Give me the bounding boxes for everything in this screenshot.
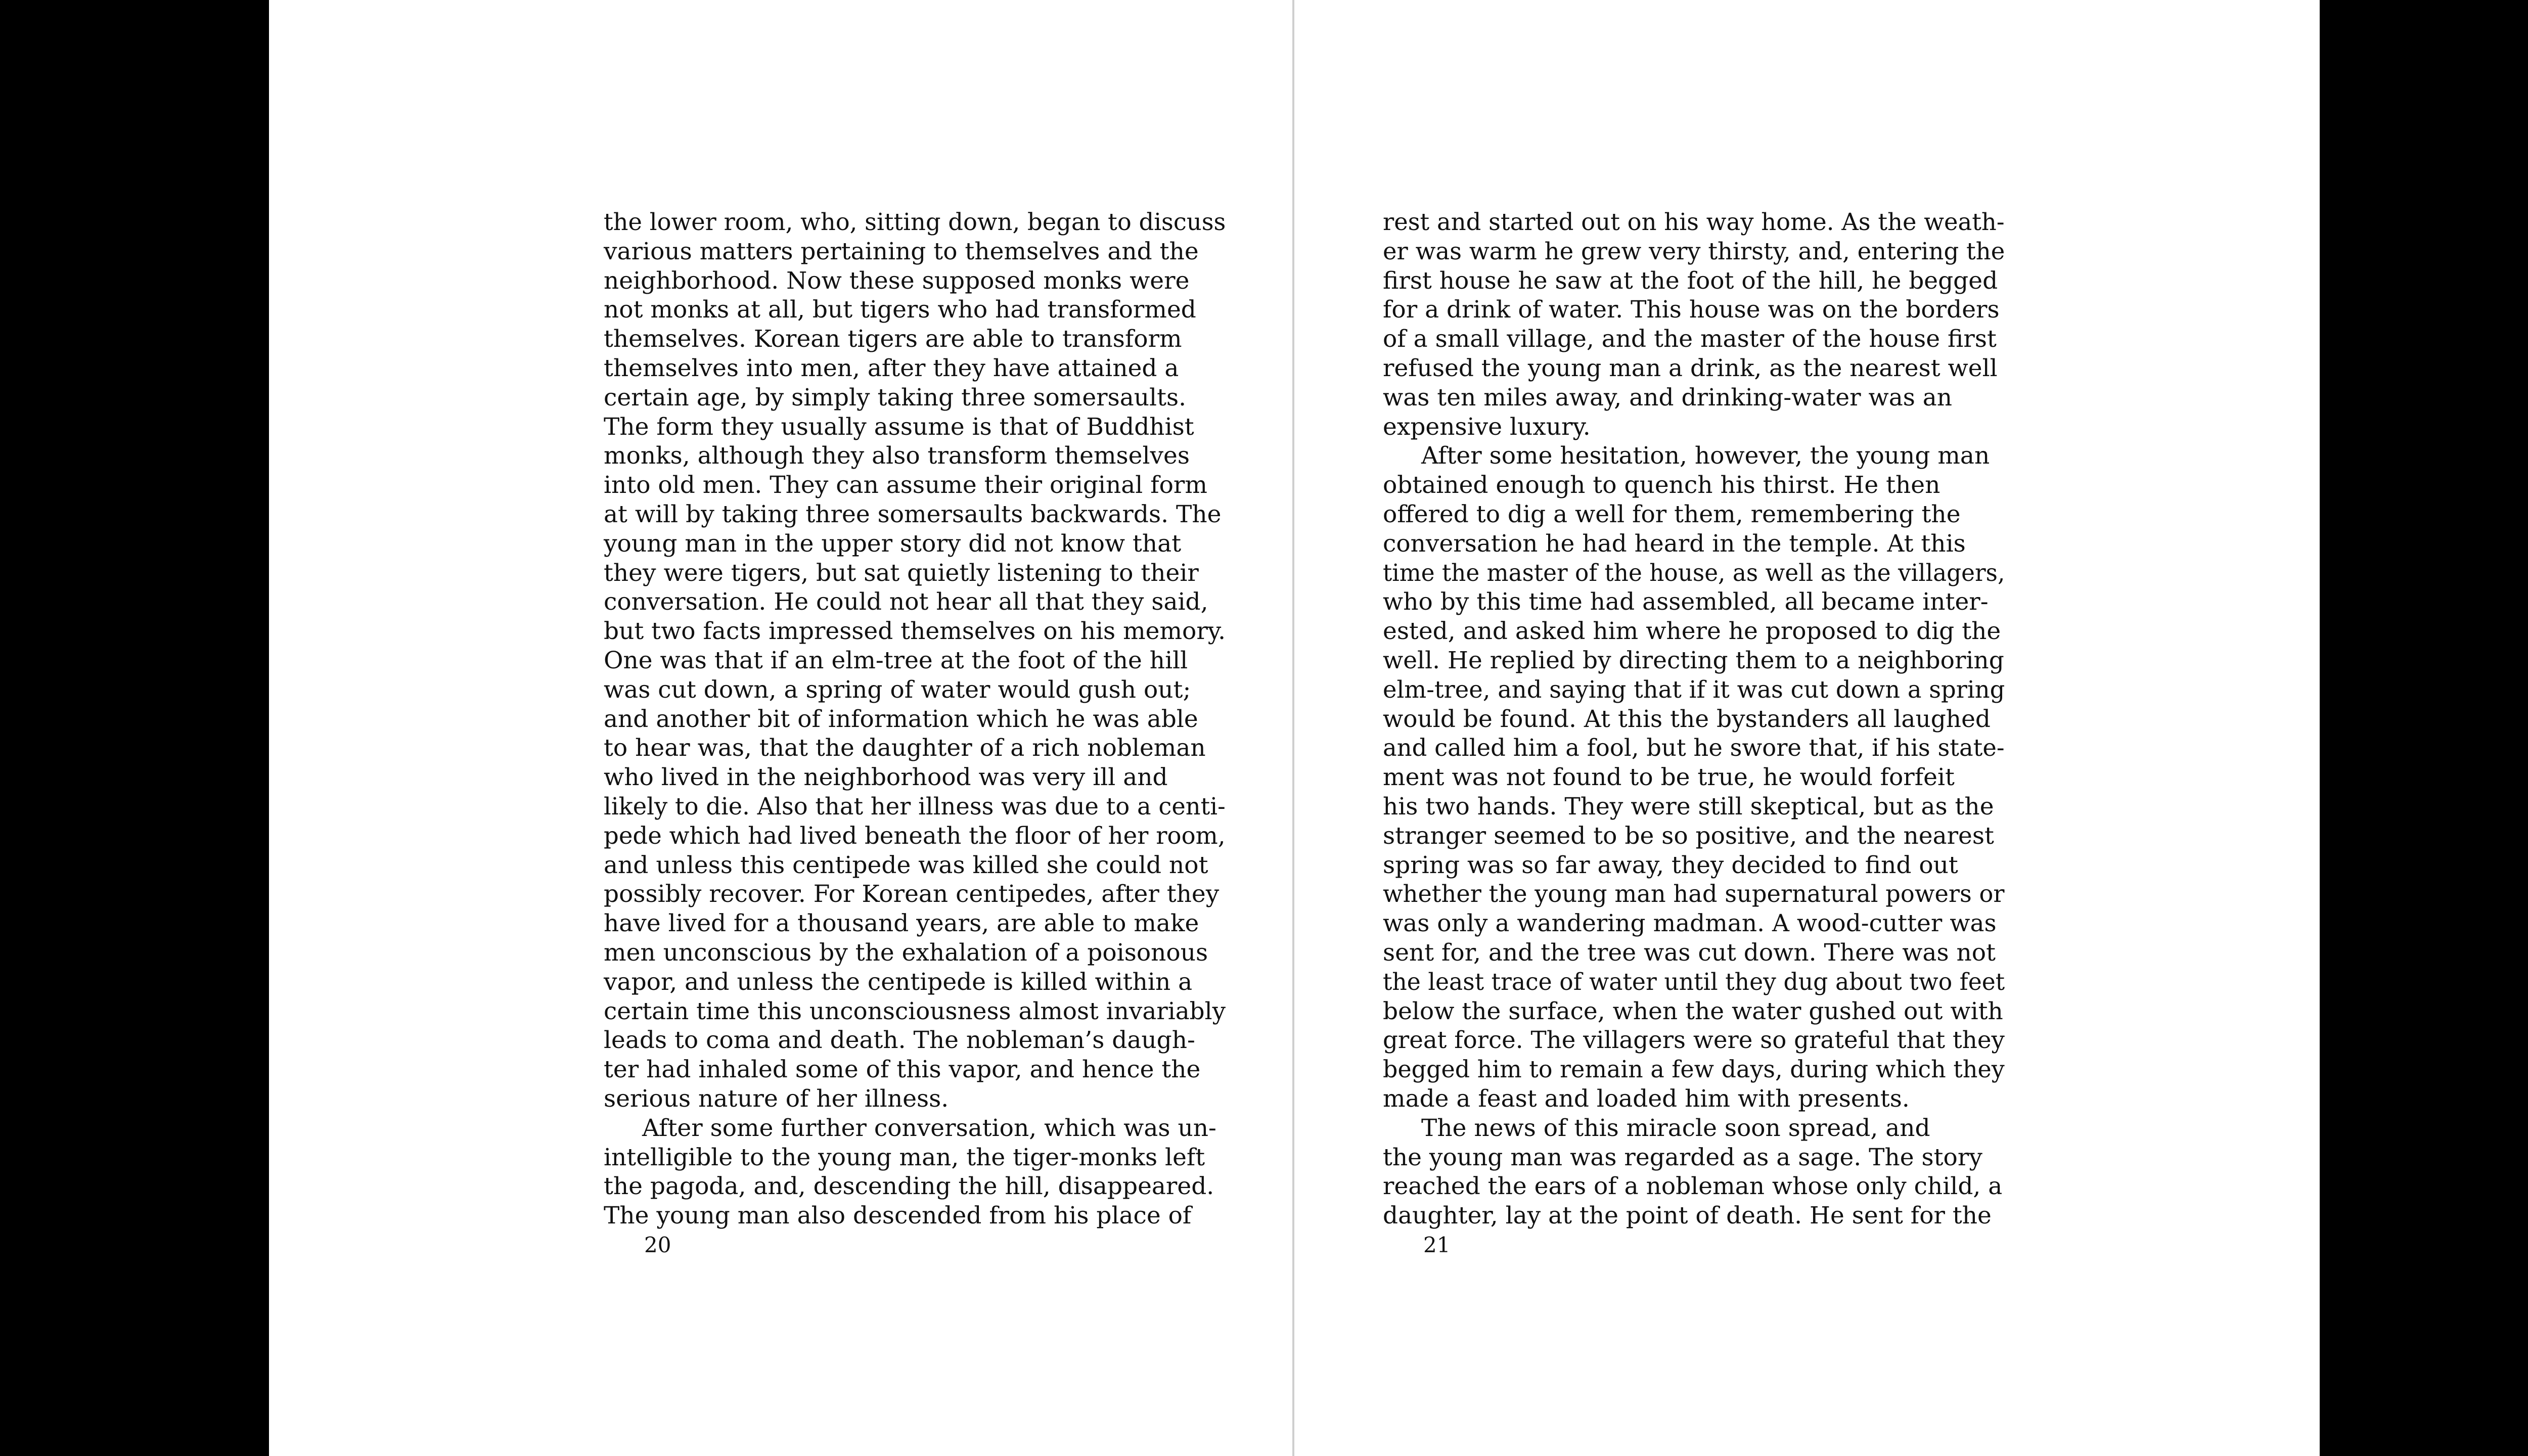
text-line: into old men. They can assume their original form [604, 471, 1207, 499]
right-page-text [1383, 208, 2005, 1231]
text-line: the young man was regarded as a sage. The story [1383, 1143, 1982, 1171]
text-line: er was warm he grew very thirsty, and, entering the [1383, 237, 2005, 265]
text-line: was ten miles away, and drinking-water was an [1383, 383, 1953, 412]
text-line: ment was not found to be true, he would forfeit [1383, 763, 1955, 792]
text-line: reached the ears of a nobleman whose only child, a [1383, 1172, 2003, 1201]
text-line: obtained enough to quench his thirst. He then [1383, 471, 1940, 499]
text-line: serious nature of her illness. [604, 1084, 949, 1113]
text-line: his two hands. They were still skeptical, but as the [1383, 792, 1994, 821]
text-line: the pagoda, and, descending the hill, disappeared. [604, 1172, 1214, 1201]
text-line: spring was so far away, they decided to find out [1383, 851, 1958, 879]
text-line: to hear was, that the daughter of a rich nobleman [604, 734, 1206, 762]
text-line: and called him a fool, but he swore that, if his state- [1383, 734, 2005, 762]
text-line: various matters pertaining to themselves and the [604, 237, 1199, 265]
text-line: was cut down, a spring of water would gush out; [604, 675, 1191, 704]
text-line: likely to die. Also that her illness was due to a centi- [604, 792, 1226, 821]
text-line: After some hesitation, however, the young man [1421, 442, 1990, 470]
text-line: time the master of the house, as well as the villagers, [1383, 559, 2005, 587]
text-line: the lower room, who, sitting down, began to discuss [604, 208, 1226, 236]
text-line: and another bit of information which he was able [604, 705, 1198, 733]
text-line: certain time this unconsciousness almost invariably [604, 997, 1226, 1025]
text-line: The form they usually assume is that of Buddhist [604, 413, 1194, 441]
text-line: have lived for a thousand years, are able to make [604, 909, 1199, 938]
left-page-text [604, 208, 1226, 1231]
text-line: who by this time had assembled, all became inter- [1383, 588, 1989, 616]
text-line: begged him to remain a few days, during which they [1383, 1056, 2005, 1084]
text-line: conversation he had heard in the temple. At this [1383, 529, 1966, 558]
text-line: elm-tree, and saying that if it was cut down a spring [1383, 675, 2005, 704]
text-line: leads to coma and death. The nobleman’s daugh- [604, 1026, 1195, 1055]
text-line: themselves into men, after they have attained a [604, 354, 1179, 382]
text-line: ter had inhaled some of this vapor, and hence the [604, 1056, 1201, 1084]
right-page [1294, 0, 2320, 1456]
text-line: who lived in the neighborhood was very ill and [604, 763, 1168, 792]
text-line: great force. The villagers were so grateful that they [1383, 1026, 2005, 1055]
text-line: ested, and asked him where he proposed to dig the [1383, 617, 2001, 646]
text-line: daughter, lay at the point of death. He sent for the [1383, 1202, 1992, 1230]
text-line: rest and started out on his way home. As the weath- [1383, 208, 2005, 236]
text-line: refused the young man a drink, as the nearest well [1383, 354, 1998, 382]
text-line: young man in the upper story did not know that [604, 529, 1182, 558]
text-line: first house he saw at the foot of the hill, he begged [1383, 266, 1998, 295]
text-line: at will by taking three somersaults backwards. The [604, 500, 1222, 528]
text-line: monks, although they also transform themselves [604, 442, 1190, 470]
text-line: of a small village, and the master of the house first [1383, 325, 1997, 353]
text-line: but two facts impressed themselves on his memory. [604, 617, 1226, 646]
text-line: neighborhood. Now these supposed monks were [604, 266, 1190, 295]
text-line: for a drink of water. This house was on the borders [1383, 296, 2000, 324]
text-line: not monks at all, but tigers who had transformed [604, 296, 1196, 324]
text-line: vapor, and unless the centipede is killed within a [604, 968, 1193, 996]
text-line: was only a wandering madman. A wood-cutter was [1383, 909, 1997, 938]
left-page-number: 20 [644, 1233, 671, 1257]
text-line: whether the young man had supernatural powers or [1383, 880, 2005, 908]
text-line: sent for, and the tree was cut down. There was not [1383, 938, 1996, 967]
text-line: and unless this centipede was killed she could not [604, 851, 1208, 879]
text-line: offered to dig a well for them, remembering the [1383, 500, 1961, 528]
text-line: men unconscious by the exhalation of a poisonous [604, 938, 1208, 967]
text-line: they were tigers, but sat quietly listening to their [604, 559, 1199, 587]
text-line: expensive luxury. [1383, 413, 1591, 441]
text-line: conversation. He could not hear all that they said, [604, 588, 1208, 616]
text-line: possibly recover. For Korean centipedes, after they [604, 880, 1220, 908]
text-line: themselves. Korean tigers are able to transform [604, 325, 1182, 353]
text-line: stranger seemed to be so positive, and the nearest [1383, 822, 1994, 850]
text-line: One was that if an elm-tree at the foot of the hill [604, 646, 1188, 674]
text-line: pede which had lived beneath the floor of her room, [604, 822, 1226, 850]
text-line: well. He replied by directing them to a neighboring [1383, 646, 2004, 674]
right-page-number: 21 [1423, 1233, 1451, 1257]
text-line: intelligible to the young man, the tiger-monks left [604, 1143, 1205, 1171]
text-line: certain age, by simply taking three somersaults. [604, 383, 1187, 412]
text-line: would be found. At this the bystanders all laughed [1383, 705, 1991, 733]
text-line: The young man also descended from his place of [604, 1202, 1192, 1230]
text-line: After some further conversation, which was un- [642, 1114, 1216, 1142]
text-line: below the surface, when the water gushed out with [1383, 997, 2003, 1025]
text-line: The news of this miracle soon spread, and [1421, 1114, 1930, 1142]
text-line: made a feast and loaded him with presents. [1383, 1084, 1910, 1113]
text-line: the least trace of water until they dug about two feet [1383, 968, 2005, 996]
left-page [269, 0, 1292, 1456]
